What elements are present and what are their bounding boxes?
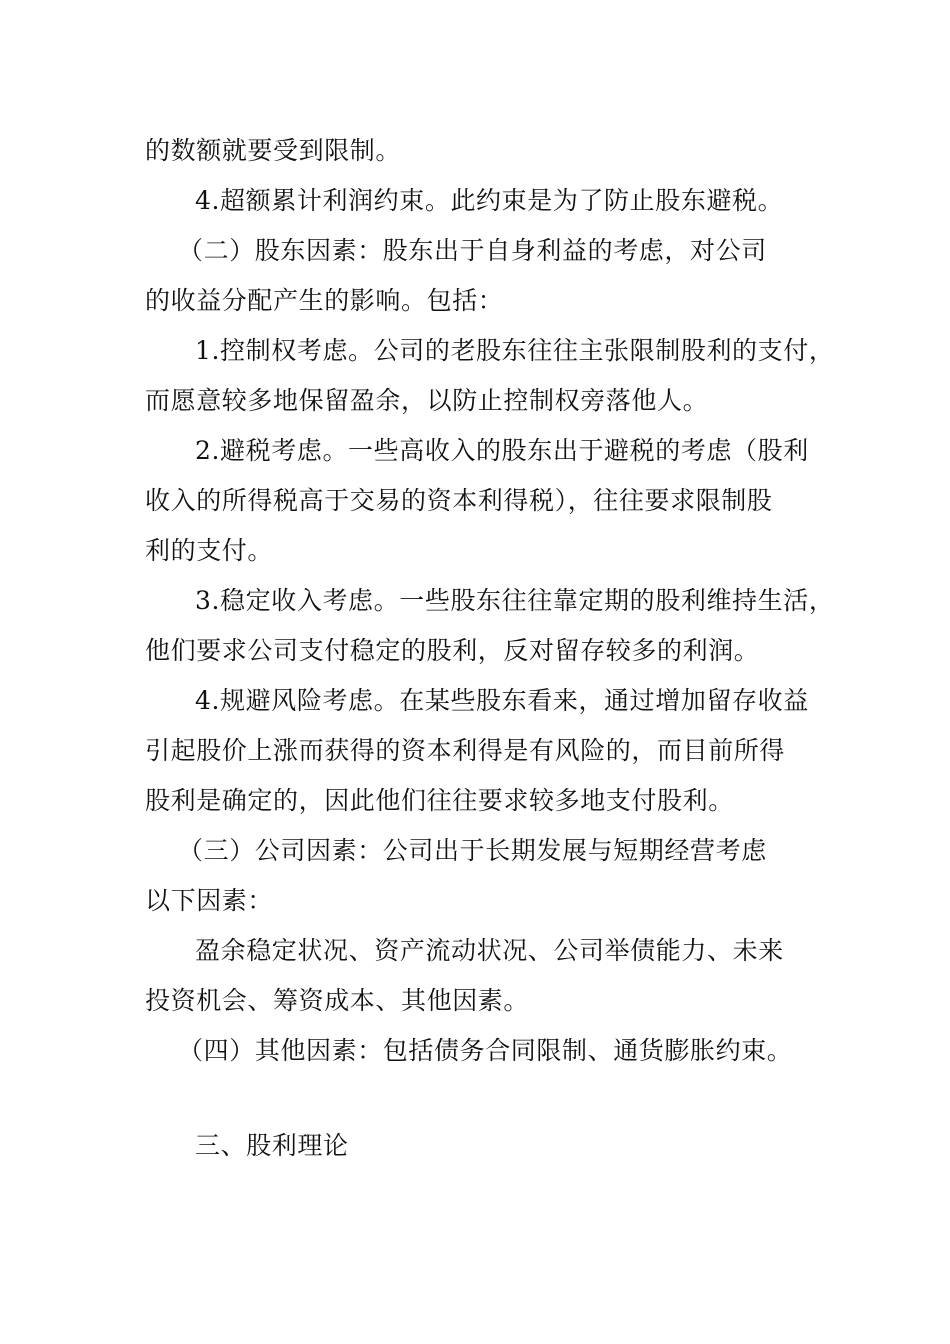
section-heading: （四）其他因素：包括债务合同限制、通货膨胀约束。 [178,1036,793,1065]
text-line: 2.避税考虑。一些高收入的股东出于避税的考虑（股利 [195,436,809,465]
text-line: 的数额就要受到限制。 [145,136,402,165]
text-line: 他们要求公司支付稳定的股利，反对留存较多的利润。 [145,636,760,665]
text-line: 而愿意较多地保留盈余，以防止控制权旁落他人。 [145,386,709,415]
text-line: 股利是确定的，因此他们往往要求较多地支付股利。 [145,786,734,815]
text-line: 4.超额累计利润约束。此约束是为了防止股东避税。 [195,186,784,215]
text-line: 1.控制权考虑。公司的老股东往往主张限制股利的支付， [195,336,835,365]
chapter-heading: 三、股利理论 [195,1131,349,1160]
text-line: 盈余稳定状况、资产流动状况、公司举债能力、未来 [195,936,784,965]
text-line: 4.规避风险考虑。在某些股东看来，通过增加留存收益 [195,686,809,715]
text-line: 收入的所得税高于交易的资本利得税），往往要求限制股 [145,486,773,515]
text-line: 投资机会、筹资成本、其他因素。 [145,986,530,1015]
text-line: 利的支付。 [145,536,274,565]
text-line: 的收益分配产生的影响。包括： [145,286,504,315]
text-line: 3.稳定收入考虑。一些股东往往靠定期的股利维持生活， [195,586,835,615]
text-line: 引起股价上涨而获得的资本利得是有风险的，而目前所得 [145,736,786,765]
section-heading: （三）公司因素：公司出于长期发展与短期经营考虑 [178,836,767,865]
section-heading: （二）股东因素：股东出于自身利益的考虑，对公司 [178,236,767,265]
text-line: 以下因素： [145,886,274,915]
